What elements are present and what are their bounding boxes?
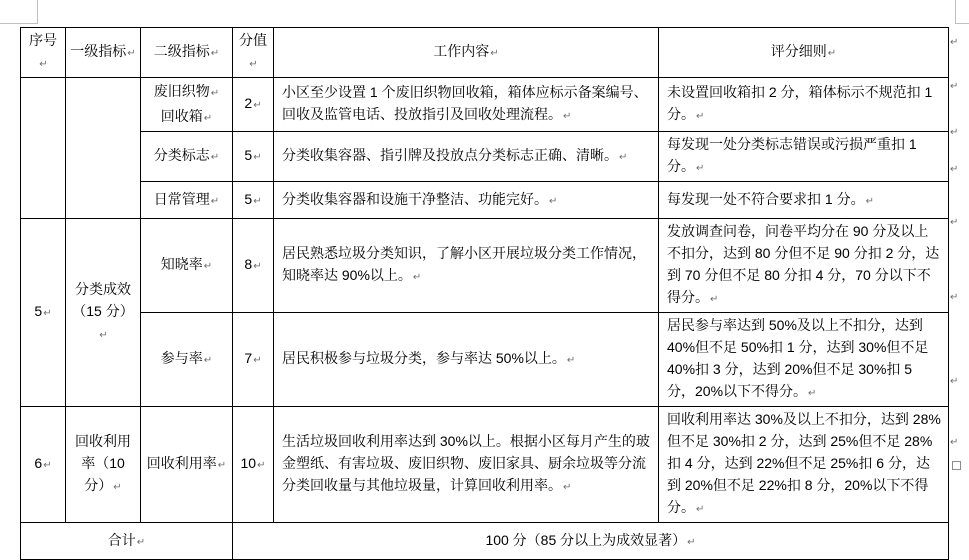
table-row [21, 132, 949, 182]
table-row [21, 407, 949, 523]
cell-text: 发放调查问卷，问卷平均分在 90 分及以上不扣分，达到 80 分但不足 90 分扣 2 分，达到 70 分但不足 80 分扣 4 分，70 分以下不得分。 [667, 223, 940, 305]
paragraph-mark-icon: ↵ [136, 536, 146, 548]
cell-rubric[interactable] [659, 313, 949, 407]
cell-text: 5 [244, 190, 253, 207]
header-rubric[interactable] [659, 28, 949, 78]
cell-level2[interactable] [141, 78, 233, 132]
cell-score[interactable] [233, 182, 274, 219]
table-header-row [21, 28, 949, 78]
paragraph-mark-icon: ↵ [39, 59, 48, 70]
cell-text: 每发现一处不符合要求扣 1 分。 [667, 190, 865, 207]
header-level1[interactable] [66, 28, 141, 78]
header-label: 一级指标 [70, 43, 127, 59]
end-of-row-mark-icon: ↵ [950, 81, 959, 92]
paragraph-mark-icon: ↵ [210, 87, 220, 99]
cell-text: 8 [244, 256, 253, 272]
cell-score[interactable] [233, 132, 274, 182]
end-of-row-mark-icon: ↵ [950, 127, 959, 138]
cell-level1[interactable] [66, 407, 141, 523]
cell-rubric[interactable] [659, 182, 949, 219]
paragraph-mark-icon: ↵ [412, 272, 422, 283]
end-of-row-mark-icon: ↵ [950, 37, 959, 48]
paragraph-mark-icon: ↵ [253, 152, 262, 163]
header-label: 二级指标 [153, 43, 210, 59]
paragraph-mark-icon: ↵ [687, 536, 696, 548]
cell-content[interactable] [274, 219, 659, 313]
paragraph-mark-icon: ↵ [217, 460, 227, 471]
cell-score[interactable] [233, 78, 274, 132]
scoring-rubric-table [20, 27, 949, 560]
end-of-row-mark-icon: ↵ [950, 376, 959, 387]
cell-level2[interactable] [141, 313, 233, 407]
paragraph-mark-icon: ↵ [619, 152, 628, 163]
cell-seq[interactable] [21, 219, 66, 407]
end-of-row-mark-icon: ↵ [950, 164, 959, 175]
paragraph-mark-icon: ↵ [43, 308, 52, 319]
cell-text: 废旧织物 [153, 82, 210, 99]
cell-score[interactable] [233, 407, 274, 523]
cell-total-label[interactable] [21, 523, 233, 560]
cell-text: 知晓率 [160, 256, 203, 272]
cell-seq-merged-empty[interactable] [21, 78, 66, 219]
cell-level2[interactable] [141, 407, 233, 523]
cell-text: 100 分（85 分以上为成效显著） [485, 531, 687, 548]
end-of-row-mark-icon: ↵ [950, 437, 959, 448]
paragraph-mark-icon: ↵ [696, 163, 705, 174]
cell-text: 回收利用率（10 分） [75, 433, 131, 493]
paragraph-mark-icon: ↵ [563, 111, 572, 122]
cell-content[interactable] [274, 407, 659, 523]
cell-text: 分类收集容器、指引牌及投放点分类标志正确、清晰。 [282, 147, 618, 163]
cell-rubric[interactable] [659, 78, 949, 132]
cell-text: 分类标志 [153, 147, 210, 163]
paragraph-mark-icon: ↵ [253, 100, 262, 111]
header-score[interactable] [233, 28, 274, 78]
cell-level1-merged-empty[interactable] [66, 78, 141, 219]
header-content[interactable] [274, 28, 659, 78]
cell-text: 分类成效（15 分） [72, 281, 134, 319]
paragraph-mark-icon: ↵ [203, 355, 213, 366]
paragraph-mark-icon: ↵ [43, 460, 52, 471]
cell-rubric[interactable] [659, 407, 949, 523]
cell-text: 回收利用率达 30%及以上不扣分，达到 28%但不足 30%扣 2 分，达到 25%但不足 28%扣 4 分，达到 22%但不足 25%扣 6 分，达到 20%但不足 22%扣 8 分，20%以下不得分。 [667, 411, 941, 515]
cell-total-value[interactable] [233, 523, 949, 560]
paragraph-mark-icon: ↵ [865, 195, 874, 207]
cell-level2[interactable] [141, 132, 233, 182]
paragraph-mark-icon: ↵ [696, 504, 705, 515]
table-footer-row [21, 523, 949, 560]
paragraph-mark-icon: ↵ [113, 482, 122, 493]
cell-text: 每发现一处分类标志错误或污损严重扣 1 分。 [667, 136, 917, 174]
cell-content[interactable] [274, 182, 659, 219]
cell-text: 5 [34, 303, 43, 319]
cell-score[interactable] [233, 313, 274, 407]
header-label: 评分细则 [770, 43, 827, 59]
cell-rubric[interactable] [659, 219, 949, 313]
header-label: 分值 [239, 32, 267, 48]
cell-text: 回收箱 [160, 107, 203, 124]
cell-text: 5 [244, 147, 253, 163]
paragraph-mark-icon: ↵ [210, 48, 220, 59]
paragraph-mark-icon: ↵ [710, 294, 719, 305]
paragraph-mark-icon: ↵ [563, 482, 572, 493]
cell-text: 居民熟悉垃圾分类知识，了解小区开展垃圾分类工作情况，知晓率达 90%以上。 [282, 245, 646, 283]
paragraph-mark-icon: ↵ [566, 355, 576, 366]
cell-text: 生活垃圾回收利用率达到 30%以上。根据小区每月产生的玻金塑纸、有害垃圾、废旧织物、废旧家具、厨余垃圾等分流分类回收量与其他垃圾量，计算回收利用率。 [282, 433, 650, 493]
paragraph-mark-icon: ↵ [549, 195, 558, 207]
cell-rubric[interactable] [659, 132, 949, 182]
header-seq[interactable] [21, 28, 66, 78]
paragraph-mark-icon: ↵ [253, 261, 262, 272]
cell-content[interactable] [274, 132, 659, 182]
cell-level2[interactable] [141, 182, 233, 219]
cell-text: 6 [34, 455, 43, 471]
paragraph-mark-icon: ↵ [99, 330, 108, 341]
paragraph-mark-icon: ↵ [253, 195, 262, 207]
cell-text: 参与率 [160, 350, 203, 366]
cell-seq[interactable] [21, 407, 66, 523]
paragraph-mark-icon: ↵ [249, 59, 258, 70]
paragraph-mark-icon: ↵ [203, 261, 213, 272]
cell-text: 日常管理 [153, 190, 210, 207]
paragraph-mark-icon: ↵ [257, 460, 266, 471]
table-row [21, 313, 949, 407]
paragraph-mark-icon: ↵ [808, 388, 817, 399]
cell-text: 分类收集容器和设施干净整洁、功能完好。 [282, 190, 548, 207]
table-row [21, 219, 949, 313]
cell-text: 7 [244, 350, 253, 366]
page-corner-mark-top-left [0, 0, 38, 24]
cell-text: 回收利用率 [146, 455, 217, 471]
cell-content[interactable] [274, 78, 659, 132]
end-of-row-mark-icon: ↵ [950, 217, 959, 228]
cell-level1[interactable] [66, 219, 141, 407]
paragraph-mark-icon: ↵ [210, 152, 220, 163]
paragraph-mark-icon: ↵ [696, 111, 705, 122]
header-label: 序号 [29, 32, 57, 48]
cell-score[interactable] [233, 219, 274, 313]
cell-text: 居民参与率达到 50%及以上不扣分，达到 40%但不足 50%扣 1 分，达到 30%但不足 40%扣 3 分，达到 20%但不足 30%扣 5 分，20%以下不得分。 [667, 317, 929, 399]
cell-text: 小区至少设置 1 个废旧织物回收箱，箱体应标示备案编号、回收及监管电话、投放指引及回收处理流程。 [282, 84, 648, 122]
table-row [21, 182, 949, 219]
paragraph-mark-icon: ↵ [203, 112, 213, 124]
paragraph-mark-icon: ↵ [210, 195, 220, 207]
paragraph-mark-icon: ↵ [253, 355, 262, 366]
cell-text: 10 [240, 455, 257, 471]
cell-level2[interactable] [141, 219, 233, 313]
paragraph-mark-icon: ↵ [490, 48, 499, 59]
end-of-row-mark-icon: ↵ [950, 292, 959, 303]
cell-text: 居民积极参与垃圾分类，参与率达 50%以上。 [282, 350, 566, 366]
header-level2[interactable] [141, 28, 233, 78]
header-label: 工作内容 [433, 43, 490, 59]
cell-content[interactable] [274, 313, 659, 407]
cell-text: 合计 [107, 531, 136, 548]
table-row [21, 78, 949, 132]
page-corner-mark-top-right [955, 0, 969, 24]
cell-text: 未设置回收箱扣 2 分，箱体标示不规范扣 1 分。 [667, 84, 933, 122]
paragraph-mark-icon: ↵ [827, 48, 837, 59]
table-resize-handle[interactable] [952, 461, 961, 470]
cell-text: 2 [244, 95, 253, 111]
paragraph-mark-icon: ↵ [127, 48, 136, 59]
